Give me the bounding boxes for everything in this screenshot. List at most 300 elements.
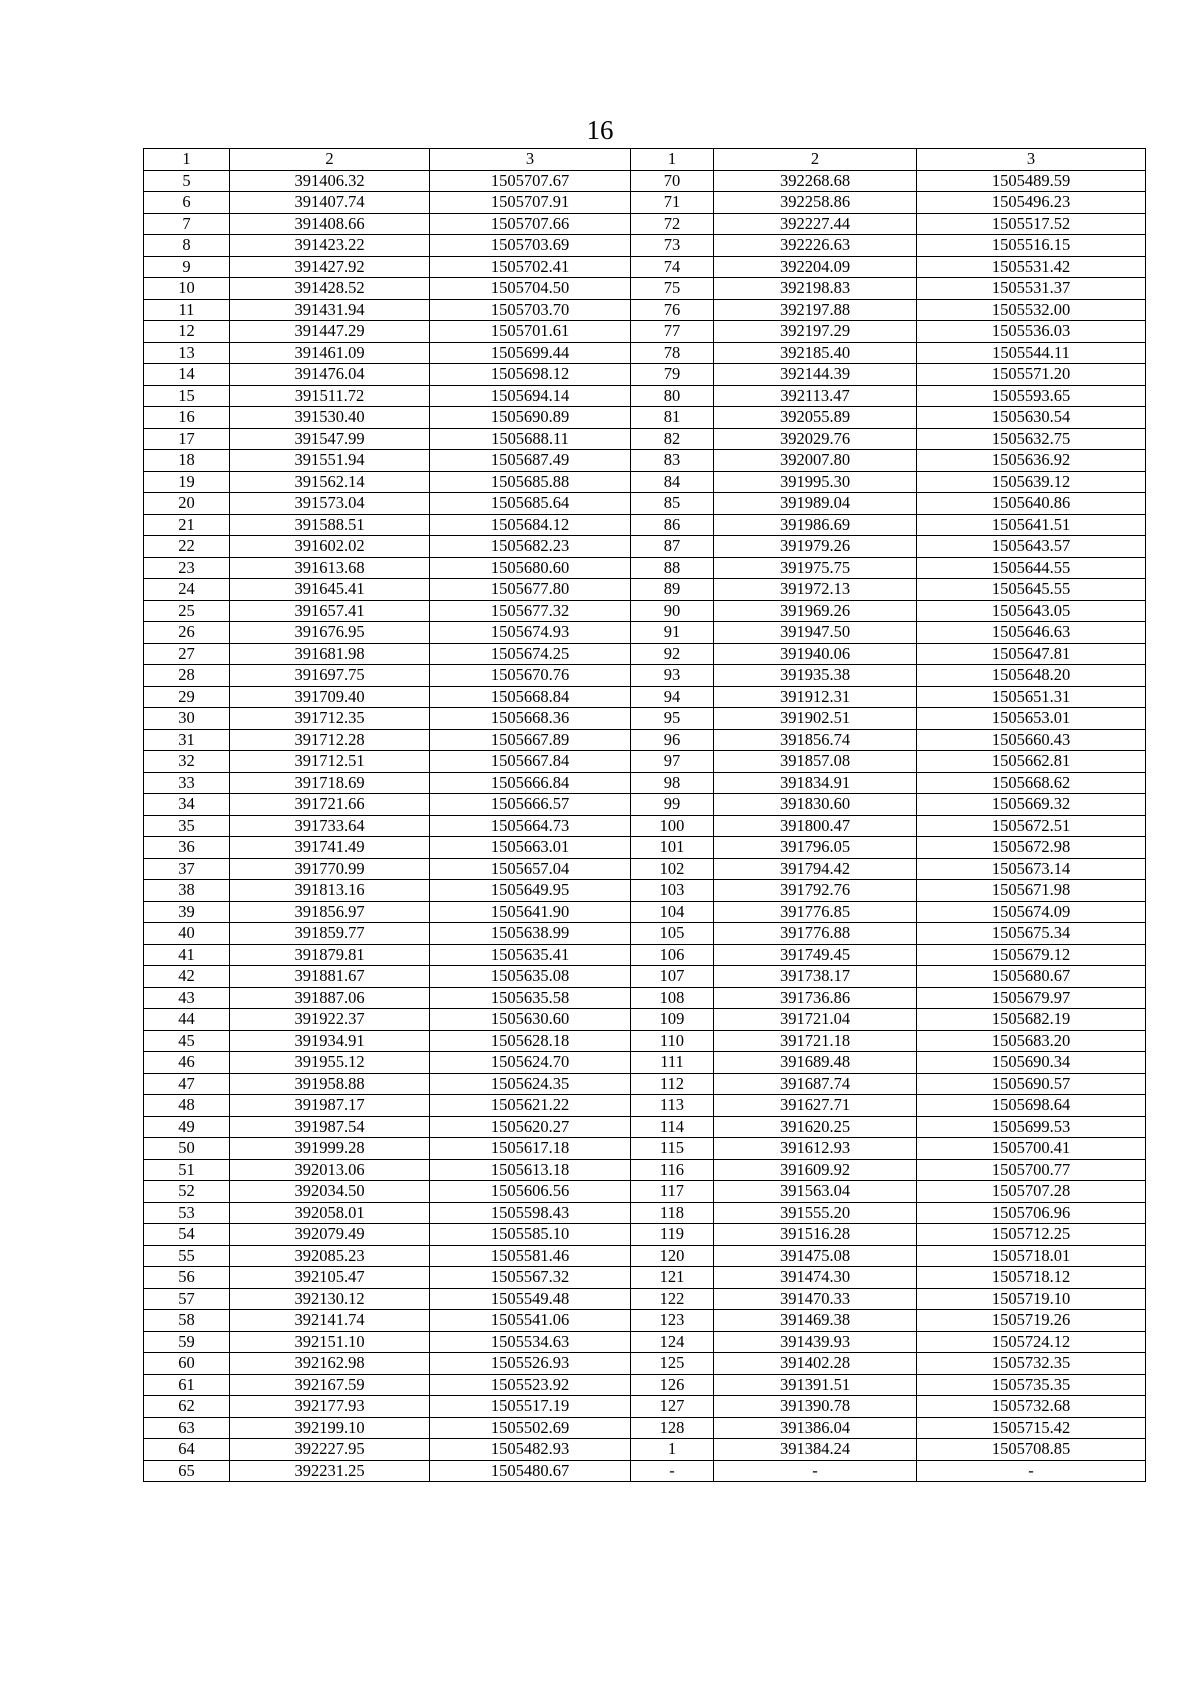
cell-x-left: 391934.91 (230, 1030, 430, 1052)
table-row (144, 170, 1146, 192)
header-cell-point-left: 1 (144, 149, 230, 171)
cell-point-left: 37 (144, 858, 230, 880)
cell-y-right: 1505690.57 (917, 1073, 1146, 1095)
cell-y-right: 1505632.75 (917, 428, 1146, 450)
cell-point-right: 85 (631, 493, 714, 515)
cell-x-right: 391749.45 (714, 944, 917, 966)
cell-point-left: 18 (144, 450, 230, 472)
cell-y-right: 1505636.92 (917, 450, 1146, 472)
cell-y-left: 1505698.12 (430, 364, 631, 386)
cell-x-right: 391856.74 (714, 729, 917, 751)
cell-y-left: 1505664.73 (430, 815, 631, 837)
cell-point-right: 119 (631, 1224, 714, 1246)
cell-point-left: 58 (144, 1310, 230, 1332)
cell-y-left: 1505684.12 (430, 514, 631, 536)
cell-point-left: 17 (144, 428, 230, 450)
cell-x-right: 391474.30 (714, 1267, 917, 1289)
cell-y-right: 1505593.65 (917, 385, 1146, 407)
cell-x-right: 391609.92 (714, 1159, 917, 1181)
cell-point-left: 56 (144, 1267, 230, 1289)
cell-y-right: 1505700.77 (917, 1159, 1146, 1181)
cell-x-left: 391657.41 (230, 600, 430, 622)
cell-x-right: 391469.38 (714, 1310, 917, 1332)
cell-point-right: 70 (631, 170, 714, 192)
cell-x-left: 392167.59 (230, 1374, 430, 1396)
table-row (144, 1224, 1146, 1246)
table-row (144, 407, 1146, 429)
cell-point-left: 33 (144, 772, 230, 794)
cell-x-left: 391407.74 (230, 192, 430, 214)
cell-x-right: 392226.63 (714, 235, 917, 257)
cell-point-left: 15 (144, 385, 230, 407)
cell-point-right: 1 (631, 1439, 714, 1461)
cell-point-right: 73 (631, 235, 714, 257)
cell-y-left: 1505621.22 (430, 1095, 631, 1117)
cell-point-left: 47 (144, 1073, 230, 1095)
cell-point-right: 86 (631, 514, 714, 536)
cell-point-left: 8 (144, 235, 230, 257)
cell-x-left: 391447.29 (230, 321, 430, 343)
table-row (144, 536, 1146, 558)
cell-point-right: 78 (631, 342, 714, 364)
cell-point-left: 7 (144, 213, 230, 235)
cell-y-left: 1505688.11 (430, 428, 631, 450)
cell-x-left: 392177.93 (230, 1396, 430, 1418)
cell-y-right: 1505682.19 (917, 1009, 1146, 1031)
table-row (144, 1181, 1146, 1203)
cell-x-right: 391627.71 (714, 1095, 917, 1117)
cell-x-right: 391386.04 (714, 1417, 917, 1439)
cell-y-right: 1505707.28 (917, 1181, 1146, 1203)
cell-x-left: 391408.66 (230, 213, 430, 235)
table-row (144, 1310, 1146, 1332)
cell-y-right: 1505489.59 (917, 170, 1146, 192)
cell-point-left: 31 (144, 729, 230, 751)
cell-x-right: 391947.50 (714, 622, 917, 644)
cell-x-left: 391999.28 (230, 1138, 430, 1160)
cell-y-left: 1505663.01 (430, 837, 631, 859)
table-row (144, 364, 1146, 386)
cell-y-right: 1505698.64 (917, 1095, 1146, 1117)
table-row (144, 1030, 1146, 1052)
table-row (144, 213, 1146, 235)
table-row (144, 514, 1146, 536)
cell-y-left: 1505649.95 (430, 880, 631, 902)
cell-x-right: 392197.88 (714, 299, 917, 321)
table-row (144, 1396, 1146, 1418)
cell-x-left: 391712.35 (230, 708, 430, 730)
table-row (144, 880, 1146, 902)
cell-x-right: 391516.28 (714, 1224, 917, 1246)
cell-x-right: 392007.80 (714, 450, 917, 472)
cell-y-left: 1505641.90 (430, 901, 631, 923)
cell-y-right: 1505679.97 (917, 987, 1146, 1009)
table-row (144, 1073, 1146, 1095)
cell-point-left: 30 (144, 708, 230, 730)
cell-point-left: 46 (144, 1052, 230, 1074)
cell-y-left: 1505666.84 (430, 772, 631, 794)
cell-y-right: 1505690.34 (917, 1052, 1146, 1074)
cell-y-left: 1505682.23 (430, 536, 631, 558)
cell-x-right: 391736.86 (714, 987, 917, 1009)
cell-y-left: 1505635.58 (430, 987, 631, 1009)
cell-x-left: 391423.22 (230, 235, 430, 257)
cell-point-right: - (631, 1460, 714, 1482)
cell-y-left: 1505482.93 (430, 1439, 631, 1461)
cell-x-right: 391857.08 (714, 751, 917, 773)
cell-x-right: 391475.08 (714, 1245, 917, 1267)
cell-x-right: 391986.69 (714, 514, 917, 536)
cell-y-left: 1505635.41 (430, 944, 631, 966)
cell-y-right: 1505648.20 (917, 665, 1146, 687)
cell-point-right: 101 (631, 837, 714, 859)
cell-x-left: 392199.10 (230, 1417, 430, 1439)
cell-point-right: 93 (631, 665, 714, 687)
cell-point-right: 94 (631, 686, 714, 708)
cell-point-left: 50 (144, 1138, 230, 1160)
cell-point-right: 71 (631, 192, 714, 214)
cell-x-right: 391687.74 (714, 1073, 917, 1095)
cell-y-right: 1505732.68 (917, 1396, 1146, 1418)
cell-point-left: 54 (144, 1224, 230, 1246)
cell-y-right: 1505532.00 (917, 299, 1146, 321)
cell-x-left: 391955.12 (230, 1052, 430, 1074)
cell-x-right: 391721.18 (714, 1030, 917, 1052)
cell-point-right: 74 (631, 256, 714, 278)
cell-x-left: 392162.98 (230, 1353, 430, 1375)
table-row (144, 901, 1146, 923)
cell-point-left: 20 (144, 493, 230, 515)
table-row (144, 643, 1146, 665)
cell-x-right: 391969.26 (714, 600, 917, 622)
cell-y-right: 1505673.14 (917, 858, 1146, 880)
cell-x-right: 391995.30 (714, 471, 917, 493)
table-row (144, 708, 1146, 730)
cell-point-left: 55 (144, 1245, 230, 1267)
cell-x-left: 392085.23 (230, 1245, 430, 1267)
cell-y-right: 1505700.41 (917, 1138, 1146, 1160)
cell-x-right: 392227.44 (714, 213, 917, 235)
cell-point-right: 87 (631, 536, 714, 558)
cell-point-left: 60 (144, 1353, 230, 1375)
cell-x-right: 391776.85 (714, 901, 917, 923)
cell-x-right: 391555.20 (714, 1202, 917, 1224)
cell-x-left: 391887.06 (230, 987, 430, 1009)
cell-x-left: 392151.10 (230, 1331, 430, 1353)
cell-x-left: 392013.06 (230, 1159, 430, 1181)
cell-y-right: 1505517.52 (917, 213, 1146, 235)
cell-x-right: 392185.40 (714, 342, 917, 364)
table-row (144, 1374, 1146, 1396)
cell-point-right: 84 (631, 471, 714, 493)
cell-y-right: 1505531.42 (917, 256, 1146, 278)
cell-point-right: 118 (631, 1202, 714, 1224)
cell-y-left: 1505480.67 (430, 1460, 631, 1482)
table-row (144, 686, 1146, 708)
cell-x-left: 391718.69 (230, 772, 430, 794)
cell-y-left: 1505677.32 (430, 600, 631, 622)
cell-x-left: 392227.95 (230, 1439, 430, 1461)
cell-y-left: 1505703.70 (430, 299, 631, 321)
cell-x-right: 391738.17 (714, 966, 917, 988)
cell-y-right: 1505643.57 (917, 536, 1146, 558)
cell-y-right: 1505668.62 (917, 772, 1146, 794)
table-body (144, 170, 1146, 1482)
cell-x-left: 392034.50 (230, 1181, 430, 1203)
cell-x-right: 392198.83 (714, 278, 917, 300)
header-cell-y-left: 3 (430, 149, 631, 171)
cell-y-right: 1505724.12 (917, 1331, 1146, 1353)
table-row (144, 858, 1146, 880)
table-row (144, 1116, 1146, 1138)
table-row (144, 342, 1146, 364)
cell-x-left: 391613.68 (230, 557, 430, 579)
table-row (144, 622, 1146, 644)
cell-x-left: 391431.94 (230, 299, 430, 321)
cell-point-left: 48 (144, 1095, 230, 1117)
cell-y-right: 1505651.31 (917, 686, 1146, 708)
cell-point-right: 79 (631, 364, 714, 386)
cell-point-right: 114 (631, 1116, 714, 1138)
cell-x-right: 392197.29 (714, 321, 917, 343)
cell-x-right: 392029.76 (714, 428, 917, 450)
cell-point-left: 35 (144, 815, 230, 837)
cell-point-left: 45 (144, 1030, 230, 1052)
table-row (144, 493, 1146, 515)
cell-y-left: 1505635.08 (430, 966, 631, 988)
cell-x-left: 391602.02 (230, 536, 430, 558)
table-row (144, 450, 1146, 472)
cell-x-left: 391922.37 (230, 1009, 430, 1031)
cell-x-right: 391834.91 (714, 772, 917, 794)
header-cell-point-right: 1 (631, 149, 714, 171)
cell-point-left: 21 (144, 514, 230, 536)
cell-point-left: 51 (144, 1159, 230, 1181)
cell-point-right: 96 (631, 729, 714, 751)
cell-x-right: 392258.86 (714, 192, 917, 214)
cell-x-left: 392079.49 (230, 1224, 430, 1246)
cell-point-right: 102 (631, 858, 714, 880)
cell-x-left: 392058.01 (230, 1202, 430, 1224)
cell-x-left: 391547.99 (230, 428, 430, 450)
cell-point-right: 112 (631, 1073, 714, 1095)
cell-y-left: 1505502.69 (430, 1417, 631, 1439)
cell-x-right: 391989.04 (714, 493, 917, 515)
cell-x-left: 391427.92 (230, 256, 430, 278)
cell-y-right: 1505645.55 (917, 579, 1146, 601)
cell-y-right: 1505643.05 (917, 600, 1146, 622)
cell-point-right: 104 (631, 901, 714, 923)
table-row (144, 1245, 1146, 1267)
table-row (144, 557, 1146, 579)
cell-y-left: 1505667.89 (430, 729, 631, 751)
cell-x-left: 391461.09 (230, 342, 430, 364)
cell-point-left: 10 (144, 278, 230, 300)
cell-point-right: 109 (631, 1009, 714, 1031)
table-row (144, 665, 1146, 687)
cell-x-right: 392113.47 (714, 385, 917, 407)
cell-point-right: 81 (631, 407, 714, 429)
cell-point-left: 61 (144, 1374, 230, 1396)
cell-x-left: 391645.41 (230, 579, 430, 601)
table-header-row (144, 149, 1146, 171)
cell-x-left: 392231.25 (230, 1460, 430, 1482)
cell-x-left: 392141.74 (230, 1310, 430, 1332)
cell-y-left: 1505620.27 (430, 1116, 631, 1138)
cell-y-left: 1505638.99 (430, 923, 631, 945)
cell-point-right: 77 (631, 321, 714, 343)
cell-x-right: 391979.26 (714, 536, 917, 558)
cell-y-left: 1505687.49 (430, 450, 631, 472)
cell-y-right: 1505544.11 (917, 342, 1146, 364)
cell-point-left: 59 (144, 1331, 230, 1353)
cell-y-right: 1505672.51 (917, 815, 1146, 837)
header-cell-x-left: 2 (230, 149, 430, 171)
cell-x-left: 391712.28 (230, 729, 430, 751)
table-row (144, 772, 1146, 794)
cell-point-right: 72 (631, 213, 714, 235)
cell-y-right: 1505640.86 (917, 493, 1146, 515)
table-row (144, 1288, 1146, 1310)
cell-x-left: 391770.99 (230, 858, 430, 880)
cell-x-right: 391796.05 (714, 837, 917, 859)
page-number: 16 (586, 115, 614, 145)
table-row (144, 1138, 1146, 1160)
cell-x-left: 391530.40 (230, 407, 430, 429)
cell-y-right: 1505660.43 (917, 729, 1146, 751)
cell-y-right: 1505719.26 (917, 1310, 1146, 1332)
cell-x-right: 391940.06 (714, 643, 917, 665)
cell-point-right: 125 (631, 1353, 714, 1375)
cell-y-right: 1505683.20 (917, 1030, 1146, 1052)
cell-point-left: 14 (144, 364, 230, 386)
cell-x-right: 391439.93 (714, 1331, 917, 1353)
cell-point-right: 110 (631, 1030, 714, 1052)
cell-x-right: 391792.76 (714, 880, 917, 902)
cell-y-left: 1505534.63 (430, 1331, 631, 1353)
cell-point-right: 111 (631, 1052, 714, 1074)
cell-point-right: 82 (631, 428, 714, 450)
cell-x-right: 392268.68 (714, 170, 917, 192)
cell-point-right: 124 (631, 1331, 714, 1353)
cell-point-right: 88 (631, 557, 714, 579)
cell-point-right: 98 (631, 772, 714, 794)
cell-y-left: 1505674.25 (430, 643, 631, 665)
cell-x-right: 391972.13 (714, 579, 917, 601)
cell-point-right: 106 (631, 944, 714, 966)
cell-point-right: 113 (631, 1095, 714, 1117)
cell-x-left: 391721.66 (230, 794, 430, 816)
table-row (144, 471, 1146, 493)
cell-y-left: 1505606.56 (430, 1181, 631, 1203)
cell-x-left: 391697.75 (230, 665, 430, 687)
cell-x-left: 392130.12 (230, 1288, 430, 1310)
cell-y-right: 1505679.12 (917, 944, 1146, 966)
cell-y-right: 1505641.51 (917, 514, 1146, 536)
cell-y-left: 1505549.48 (430, 1288, 631, 1310)
cell-y-right: 1505672.98 (917, 837, 1146, 859)
cell-y-left: 1505628.18 (430, 1030, 631, 1052)
cell-y-right: 1505715.42 (917, 1417, 1146, 1439)
cell-point-left: 38 (144, 880, 230, 902)
cell-y-left: 1505624.70 (430, 1052, 631, 1074)
cell-x-left: 391987.54 (230, 1116, 430, 1138)
cell-y-left: 1505657.04 (430, 858, 631, 880)
cell-y-right: 1505639.12 (917, 471, 1146, 493)
cell-point-right: 99 (631, 794, 714, 816)
cell-y-left: 1505694.14 (430, 385, 631, 407)
cell-point-left: 34 (144, 794, 230, 816)
cell-y-right: 1505680.67 (917, 966, 1146, 988)
cell-x-left: 391733.64 (230, 815, 430, 837)
cell-point-left: 6 (144, 192, 230, 214)
cell-y-right: 1505571.20 (917, 364, 1146, 386)
cell-point-left: 57 (144, 1288, 230, 1310)
cell-point-left: 16 (144, 407, 230, 429)
cell-x-right: 391776.88 (714, 923, 917, 945)
cell-y-right: 1505718.12 (917, 1267, 1146, 1289)
cell-point-left: 63 (144, 1417, 230, 1439)
table-row (144, 428, 1146, 450)
cell-y-right: 1505732.35 (917, 1353, 1146, 1375)
cell-y-left: 1505674.93 (430, 622, 631, 644)
cell-point-right: 128 (631, 1417, 714, 1439)
cell-y-left: 1505567.32 (430, 1267, 631, 1289)
cell-x-right: 391390.78 (714, 1396, 917, 1418)
cell-point-left: 26 (144, 622, 230, 644)
cell-point-right: 122 (631, 1288, 714, 1310)
cell-x-right: 391391.51 (714, 1374, 917, 1396)
table-row (144, 1267, 1146, 1289)
cell-x-left: 391813.16 (230, 880, 430, 902)
cell-y-right: 1505646.63 (917, 622, 1146, 644)
table-row (144, 1202, 1146, 1224)
cell-x-right: 392204.09 (714, 256, 917, 278)
cell-x-right: 391402.28 (714, 1353, 917, 1375)
table-row (144, 235, 1146, 257)
cell-y-left: 1505677.80 (430, 579, 631, 601)
cell-y-right: 1505706.96 (917, 1202, 1146, 1224)
cell-y-right: 1505516.15 (917, 235, 1146, 257)
table-row (144, 1095, 1146, 1117)
cell-point-left: 64 (144, 1439, 230, 1461)
cell-y-left: 1505670.76 (430, 665, 631, 687)
cell-y-right: 1505669.32 (917, 794, 1146, 816)
table-row (144, 1009, 1146, 1031)
cell-point-left: 25 (144, 600, 230, 622)
table-row (144, 600, 1146, 622)
table-row (144, 729, 1146, 751)
cell-y-right: 1505644.55 (917, 557, 1146, 579)
cell-y-left: 1505701.61 (430, 321, 631, 343)
cell-y-left: 1505585.10 (430, 1224, 631, 1246)
table-row (144, 385, 1146, 407)
cell-x-right: 391975.75 (714, 557, 917, 579)
cell-point-left: 49 (144, 1116, 230, 1138)
cell-x-left: 391881.67 (230, 966, 430, 988)
cell-point-right: 89 (631, 579, 714, 601)
cell-point-left: 40 (144, 923, 230, 945)
cell-point-left: 12 (144, 321, 230, 343)
cell-y-right: 1505496.23 (917, 192, 1146, 214)
cell-point-right: 83 (631, 450, 714, 472)
table-row (144, 837, 1146, 859)
cell-x-left: 391859.77 (230, 923, 430, 945)
cell-x-right: 391563.04 (714, 1181, 917, 1203)
cell-x-right: 391384.24 (714, 1439, 917, 1461)
cell-y-left: 1505703.69 (430, 235, 631, 257)
cell-point-right: 127 (631, 1396, 714, 1418)
